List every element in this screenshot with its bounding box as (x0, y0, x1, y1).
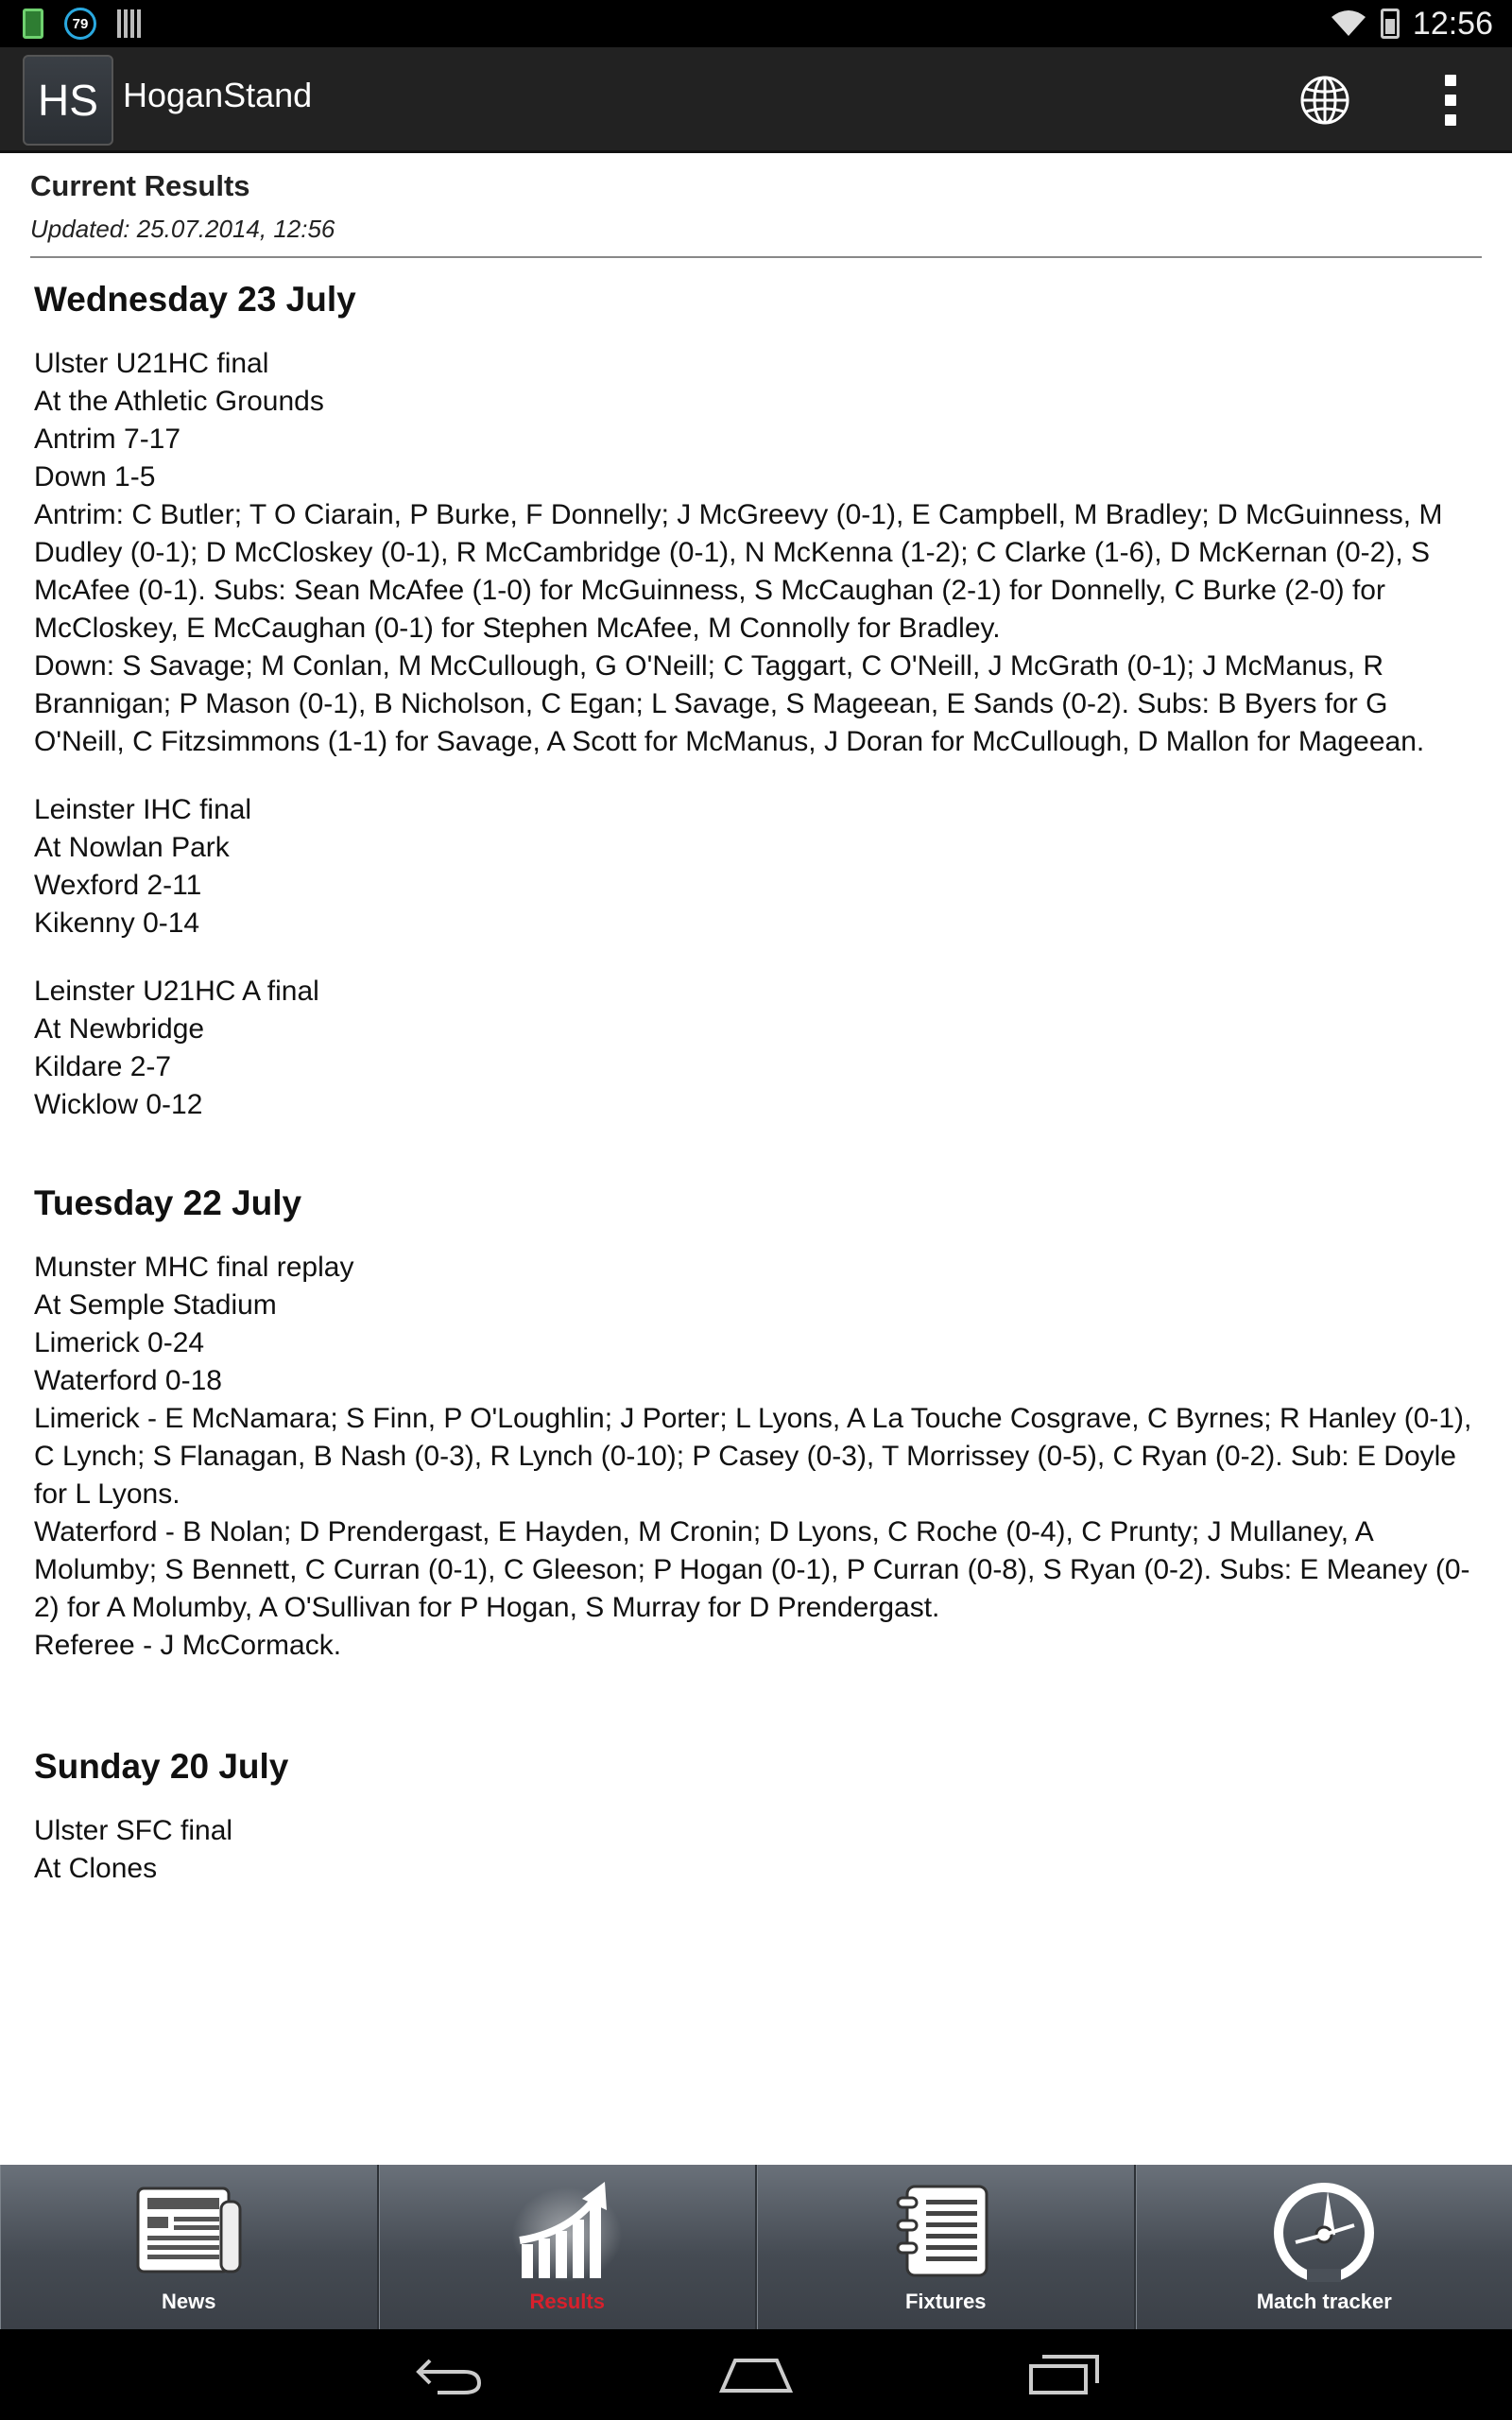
match-result (34, 973, 1480, 1124)
tab-label: Match tracker (1256, 2290, 1392, 2313)
phone-notification-icon (23, 9, 43, 39)
header-divider (30, 256, 1482, 258)
venue: At Semple Stadium (34, 1289, 277, 1321)
updated-timestamp: Updated: 25.07.2014, 12:56 (30, 215, 335, 243)
tab-news[interactable] (0, 2165, 379, 2329)
newspaper-icon (132, 2178, 246, 2282)
recent-apps-button[interactable] (1021, 2346, 1106, 2403)
back-icon (411, 2351, 487, 2398)
team-lineup: Waterford - B Nolan; D Prendergast, E Hayden, M Cronin; D Lyons, C Roche (0-4), C Prunty; J Mullaney, A Molumby; S Bennett, C Curran (0-1), C Gleeson; P Hogan (0-1), P Curran (0-8), S Ryan (0-2). Subs: E Meaney (0-2) for A Molumby, A O'Sullivan for P Hogan, S Murray for D Prendergast. (34, 1516, 1470, 1623)
tab-fixtures[interactable] (757, 2165, 1136, 2329)
tab-label: Results (529, 2290, 605, 2313)
action-bar (0, 47, 1512, 153)
team-lineup: Limerick - E McNamara; S Finn, P O'Loughlin; J Porter; L Lyons, A La Touche Cosgrave, C Byrnes; R Hanley (0-1), C Lynch; S Flanagan, B Nash (0-3), R Lynch (0-10); P Casey (0-3), T Morrissey (0-5), C Ryan (0-2). Sub: E Doyle for L Lyons. (34, 1403, 1472, 1510)
recent-apps-icon (1023, 2351, 1103, 2398)
rising-chart-icon (510, 2178, 624, 2282)
overflow-menu-button[interactable] (1418, 66, 1484, 134)
results-feed (34, 273, 1480, 1941)
page-title: Current Results (30, 169, 250, 202)
tab-results[interactable] (379, 2165, 758, 2329)
competition-name: Leinster IHC final (34, 794, 252, 825)
team-lineup: Antrim: C Butler; T O Ciarain, P Burke, F Donnelly; J McGreevy (0-1), E Campbell, M Bradley; D McGuinness, M Dudley (0-1); D McCloskey (0-1), R McCambridge (0-1), N McKenna (1-2); C Clarke (1-6), D McKernan (0-2), S McAfee (0-1). Subs: Sean McAfee (1-0) for McGuinness, S McCaughan (2-1) for Donnelly, C Burke (2-0) for McCloskey, E McCaughan (0-1) for Stephen McAfee, M Connolly for Bradley. (34, 499, 1443, 644)
team-score: Antrim 7-17 (34, 424, 181, 455)
app-title: HoganStand (123, 76, 313, 114)
team-score: Kildare 2-7 (34, 1051, 172, 1082)
overflow-dot-icon (1445, 114, 1456, 126)
home-button[interactable] (713, 2346, 799, 2403)
results-content[interactable] (0, 156, 1512, 2165)
match-result (34, 791, 1480, 942)
overflow-dot-icon (1445, 95, 1456, 106)
notification-icons (23, 6, 142, 42)
tab-label: Fixtures (904, 2290, 987, 2313)
day-heading: Wednesday 23 July (34, 280, 356, 319)
referee: Referee - J McCormack. (34, 1630, 342, 1661)
team-score: Kikenny 0-14 (34, 908, 200, 939)
overflow-dot-icon (1445, 75, 1456, 86)
day-section (34, 273, 1480, 1124)
team-score: Wexford 2-11 (34, 870, 202, 901)
competition-name: Ulster U21HC final (34, 348, 269, 379)
team-score: Down 1-5 (34, 461, 156, 493)
home-icon (716, 2351, 796, 2398)
globe-button[interactable] (1295, 70, 1355, 130)
venue: At Nowlan Park (34, 832, 230, 863)
stopwatch-icon (1267, 2178, 1381, 2282)
battery-icon (1381, 9, 1400, 39)
bottom-tab-bar (0, 2165, 1512, 2329)
counter-badge-icon: 79 (64, 8, 96, 40)
wifi-icon (1330, 9, 1367, 38)
team-score: Waterford 0-18 (34, 1365, 222, 1396)
venue: At Clones (34, 1853, 158, 1884)
tab-match-tracker[interactable] (1136, 2165, 1512, 2329)
team-score: Limerick 0-24 (34, 1327, 205, 1358)
venue: At the Athletic Grounds (34, 386, 324, 417)
day-heading: Tuesday 22 July (34, 1184, 302, 1222)
system-nav-bar (0, 2329, 1512, 2420)
status-bar (0, 0, 1512, 47)
app-logo[interactable]: HS (23, 55, 113, 146)
team-score: Wicklow 0-12 (34, 1089, 203, 1120)
clock: 12:56 (1412, 5, 1493, 42)
back-button[interactable] (406, 2346, 491, 2403)
match-result (34, 345, 1480, 761)
barcode-notification-icon (117, 9, 142, 38)
match-result (34, 1249, 1480, 1665)
team-lineup: Down: S Savage; M Conlan, M McCullough, G O'Neill; C Taggart, C O'Neill, J McGrath (0-1); J McManus, R Brannigan; P Mason (0-1), B Nicholson, C Egan; L Savage, S Mageean, E Sands (0-2). Subs: B Byers for G O'Neill, C Fitzsimmons (1-1) for Savage, A Scott for McManus, J Doran for McCullough, D Mallon for Mageean. (34, 650, 1425, 757)
system-indicators (1330, 0, 1493, 47)
day-section (34, 1177, 1480, 1665)
globe-icon (1299, 75, 1350, 126)
match-result (34, 1812, 1480, 1888)
tab-label: News (162, 2290, 216, 2313)
venue: At Newbridge (34, 1013, 205, 1045)
competition-name: Ulster SFC final (34, 1815, 233, 1846)
day-section (34, 1740, 1480, 1888)
competition-name: Leinster U21HC A final (34, 976, 319, 1007)
competition-name: Munster MHC final replay (34, 1252, 354, 1283)
notepad-icon (889, 2178, 1003, 2282)
day-heading: Sunday 20 July (34, 1747, 289, 1786)
